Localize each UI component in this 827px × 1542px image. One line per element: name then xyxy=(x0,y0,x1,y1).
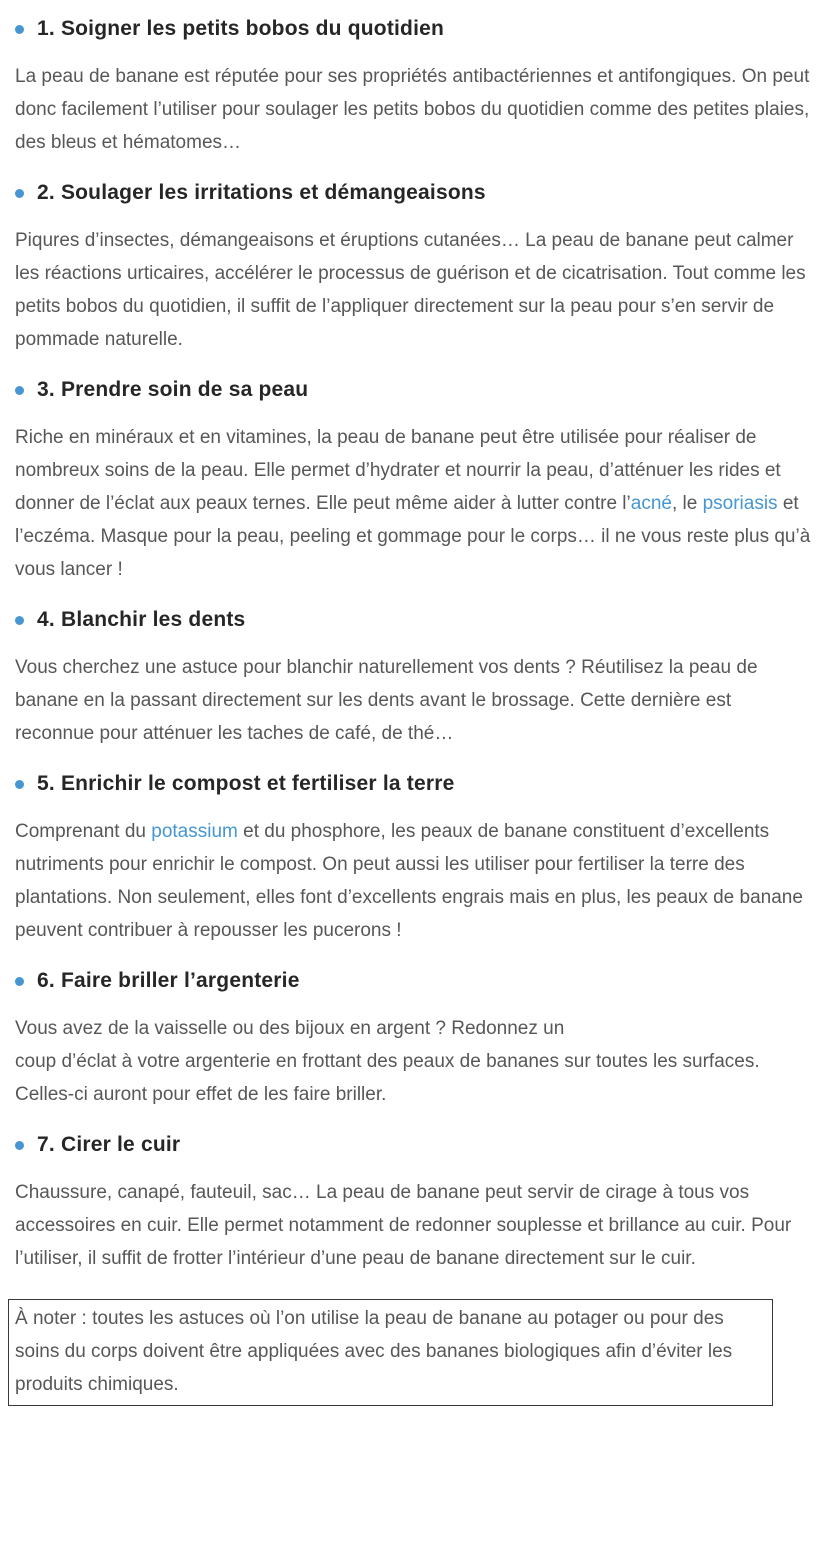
article-section xyxy=(15,771,812,947)
section-heading xyxy=(15,377,812,403)
paragraph-text: La peau de banane est réputée pour ses propriétés antibactériennes et antifongiques. On peut donc facilement l’utiliser pour soulager les petits bobos du quotidien comme des petites plaies, des bleus et hématomes… xyxy=(15,66,810,153)
bullet-icon xyxy=(15,386,24,395)
section-heading-text: 3. Prendre soin de sa peau xyxy=(37,378,309,401)
paragraph-text: Riche en minéraux et en vitamines, la peau de banane peut être utilisée pour réaliser de nombreux soins de la peau. Elle permet d’hydrater et nourrir la peau, d’atténuer les rides et donner de l’éclat aux peaux ternes. Elle peut même aider à lutter contre l’ xyxy=(15,427,781,514)
section-paragraph xyxy=(15,60,812,159)
paragraph-text: Piqures d’insectes, démangeaisons et éruptions cutanées… La peau de banane peut calmer les réactions urticaires, accélérer le processus de guérison et de cicatrisation. Tout comme les petits bobos du quotidien, il suffit de l’appliquer directement sur la peau pour s’en servir de pommade naturelle. xyxy=(15,230,806,350)
section-heading-text: 4. Blanchir les dents xyxy=(37,608,246,631)
bullet-icon xyxy=(15,189,24,198)
article-section xyxy=(15,968,812,1111)
section-paragraph xyxy=(15,815,812,947)
article-section xyxy=(15,607,812,750)
bullet-icon xyxy=(15,1141,24,1150)
section-heading-text: 5. Enrichir le compost et fertiliser la terre xyxy=(37,772,455,795)
section-paragraph xyxy=(15,651,812,750)
note-box xyxy=(8,1299,773,1406)
article-section xyxy=(15,1132,812,1275)
article-section xyxy=(15,180,812,356)
bullet-icon xyxy=(15,780,24,789)
note-text: À noter : toutes les astuces où l’on utilise la peau de banane au potager ou pour des soins du corps doivent être appliquées avec des bananes biologiques afin d’éviter les produits chimiques. xyxy=(15,1308,733,1395)
section-heading-text: 1. Soigner les petits bobos du quotidien xyxy=(37,17,445,40)
bullet-icon xyxy=(15,616,24,625)
paragraph-text: , le xyxy=(671,493,703,514)
section-paragraph xyxy=(15,421,812,586)
section-paragraph xyxy=(15,1012,812,1111)
paragraph-text: Vous cherchez une astuce pour blanchir naturellement vos dents ? Réutilisez la peau de banane en la passant directement sur les dents avant le brossage. Cette dernière est reconnue pour atténuer les taches de café, de thé… xyxy=(15,657,758,744)
paragraph-text: Chaussure, canapé, fauteuil, sac… La peau de banane peut servir de cirage à tous vos accessoires en cuir. Elle permet notamment de redonner souplesse et brillance au cuir. Pour l’utiliser, il suffit de frotter l’intérieur d’une peau de banane directement sur le cuir. xyxy=(15,1182,792,1269)
article-section xyxy=(15,377,812,586)
article-section xyxy=(15,16,812,159)
bullet-icon xyxy=(15,977,24,986)
section-heading xyxy=(15,180,812,206)
bullet-icon xyxy=(15,25,24,34)
section-paragraph xyxy=(15,224,812,356)
section-heading xyxy=(15,607,812,633)
paragraph-text: et du phosphore, les peaux de banane constituent d’excellents nutriments pour enrichir le compost. On peut aussi les utiliser pour fertiliser la terre des plantations. Non seulement, elles font d’excellents engrais mais en plus, les peaux de banane peuvent contribuer à repousser les pucerons ! xyxy=(15,821,803,941)
section-heading xyxy=(15,1132,812,1158)
paragraph-text: coup d’éclat à votre argenterie en frottant des peaux de bananes sur toutes les surfaces. Celles-ci auront pour effet de les faire briller. xyxy=(15,1051,760,1105)
paragraph-text: et l’eczéma. Masque pour la peau, peeling et gommage pour le corps… il ne vous reste plus qu’à vous lancer ! xyxy=(15,493,811,580)
section-heading xyxy=(15,771,812,797)
section-heading-text: 6. Faire briller l’argenterie xyxy=(37,969,300,992)
section-paragraph xyxy=(15,1176,812,1275)
link-psoriasis[interactable]: psoriasis xyxy=(702,493,778,514)
section-heading-text: 2. Soulager les irritations et démangeaisons xyxy=(37,181,486,204)
link-potassium[interactable]: potassium xyxy=(151,821,238,842)
paragraph-text: Vous avez de la vaisselle ou des bijoux en argent ? Redonnez un xyxy=(15,1018,565,1039)
section-heading xyxy=(15,968,812,994)
link-acne[interactable]: acné xyxy=(630,493,672,514)
section-heading xyxy=(15,16,812,42)
paragraph-text: Comprenant du xyxy=(15,821,152,842)
section-heading-text: 7. Cirer le cuir xyxy=(37,1133,181,1156)
